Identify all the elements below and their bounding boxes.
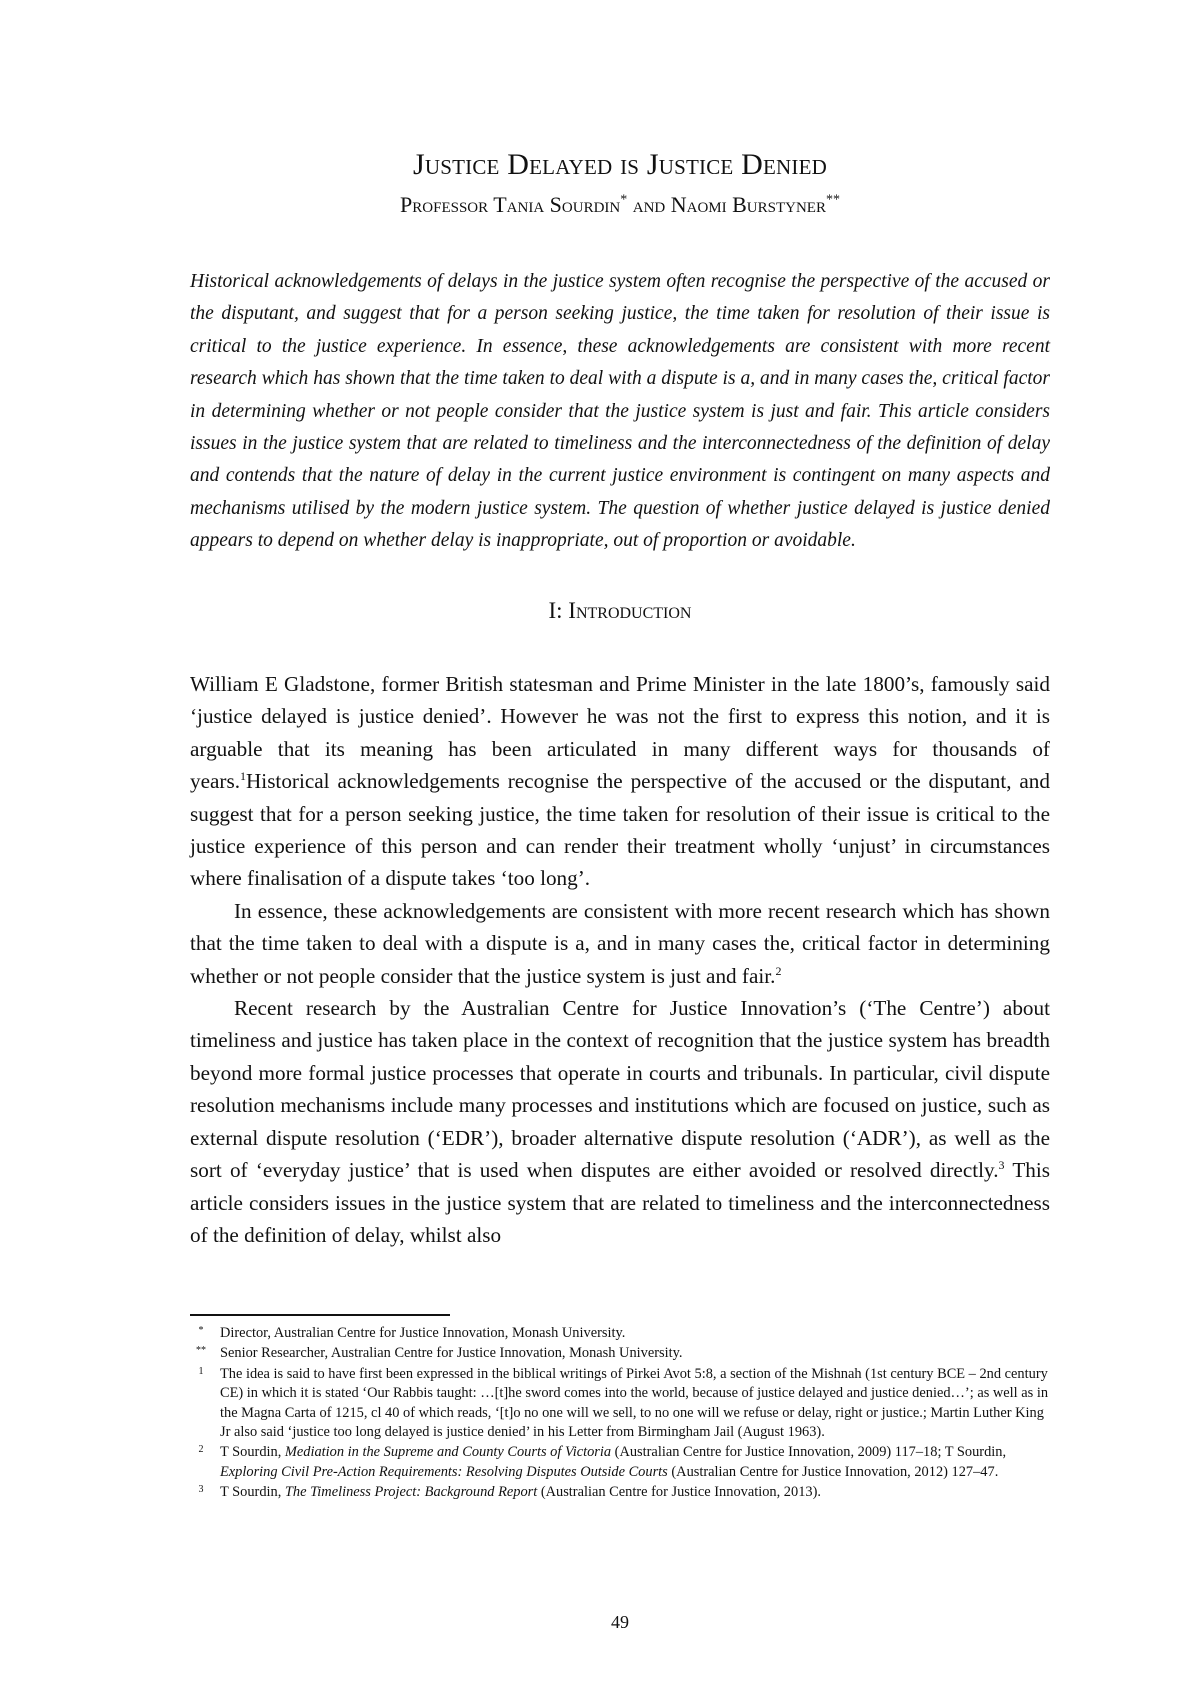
author-connector: and	[632, 192, 666, 217]
abstract-text: Historical acknowledgements of delays in the justice system often recognise the perspective of the accused or the disputant, and suggest that for a person seeking justice, the time taken for resolution of their issue is critical to the justice experience. In essence, these acknowledgements are consistent with more recent research which has shown that the time taken to deal with a dispute is a, and in many cases the, critical factor in determining whether or not people consider that the justice system is just and fair. This article considers issues in the justice system that are related to timeliness and the interconnectedness of the definition of delay and contends that the nature of delay in the current justice environment is contingent on many aspects and mechanisms utilised by the modern justice system. The question of whether justice delayed is justice denied appears to depend on whether delay is inappropriate, out of proportion or avoidable.	[190, 271, 1050, 552]
footnote-text: T Sourdin,	[220, 1484, 285, 1501]
footnote-text: (Australian Centre for Justice Innovation, 2012) 127–47.	[667, 1463, 999, 1480]
paragraph-text: Historical acknowledgements recognise the perspective of the accused or the disputant, and suggest that for a person seeking justice, the time taken for resolution of their issue is critical to the justice experience of this person and can render their treatment wholly ‘unjust’ in circumstances where finalisation of a dispute takes ‘too long’.	[190, 769, 1050, 891]
author-name: Naomi Burstyner	[670, 192, 826, 217]
author-footnote-mark[interactable]: **	[825, 192, 840, 208]
author-line	[190, 192, 1050, 218]
footnote-ref[interactable]: 3	[998, 1158, 1005, 1173]
footnote-mark: 1	[198, 1365, 204, 1377]
paragraph	[190, 992, 1050, 1251]
author-name: Professor Tania Sourdin	[400, 192, 621, 217]
paragraph-text: In essence, these acknowledgements are consistent with more recent research which has shown that the time taken to deal with a dispute is a, and in many cases the, critical factor in determining whether or not people consider that the justice system is just and fair.	[190, 898, 1050, 988]
footnote-mark: 3	[198, 1484, 204, 1496]
citation-title: Exploring Civil Pre-Action Requirements: Resolving Disputes Outside Courts	[220, 1463, 668, 1480]
paragraph-text: Recent research by the Australian Centre for Justice Innovation’s (‘The Centre’) about timeliness and justice has taken place in the context of recognition that the justice system has breadth beyond more formal justice processes that operate in courts and tribunals. In particular, civil dispute resolution mechanisms include many processes and institutions which are focused on justice, such as external dispute resolution (‘EDR’), broader alternative dispute resolution (‘ADR’), as well as the sort of ‘everyday justice’ that is used when disputes are either avoided or resolved directly.	[190, 996, 1050, 1183]
footnote	[190, 1443, 1050, 1482]
footnote-text: T Sourdin,	[220, 1444, 285, 1461]
body-text	[190, 668, 1050, 1251]
page-number: 49	[611, 1612, 629, 1632]
footnote-mark: 2	[198, 1444, 204, 1456]
footnote-text: Senior Researcher, Australian Centre for Justice Innovation, Monash University.	[220, 1345, 683, 1362]
paragraph-text: This article considers issues in the justice system that are related to timeliness and the interconnectedness of the definition of delay, whilst also	[190, 1158, 1050, 1247]
author-footnote-mark[interactable]: *	[620, 192, 628, 208]
footnotes	[190, 1324, 1050, 1504]
footnote-text: Director, Australian Centre for Justice Innovation, Monash University.	[220, 1325, 626, 1341]
footnote-text: (Australian Centre for Justice Innovation, 2009) 117–18; T Sourdin,	[611, 1444, 1007, 1461]
footnote	[190, 1365, 1050, 1443]
paragraph	[190, 895, 1050, 992]
footnote-ref[interactable]: 2	[775, 963, 782, 978]
footnote	[190, 1344, 1050, 1363]
footnote-mark: *	[198, 1325, 204, 1336]
citation-title: Mediation in the Supreme and County Courts of Victoria	[284, 1444, 612, 1461]
paragraph	[190, 668, 1050, 895]
footnote-mark: **	[196, 1345, 206, 1357]
article-title: Justice Delayed is Justice Denied	[413, 148, 827, 181]
footnote-text: (Australian Centre for Justice Innovation, 2013).	[537, 1484, 821, 1501]
footnote	[190, 1324, 1050, 1343]
citation-title: The Timeliness Project: Background Report	[284, 1484, 538, 1501]
section-heading: I: Introduction	[548, 598, 692, 623]
footnote-ref[interactable]: 1	[240, 769, 246, 784]
footnote-separator	[190, 1314, 450, 1316]
footnote-text: The idea is said to have first been expressed in the biblical writings of Pirkei Avot 5:8, a section of the Mishnah (1st century BCE – 2nd century CE) in which it is stated ‘Our Rabbis taught: …[t]he sword comes into the world, because of justice delayed and justice denied…’; as well as in the Magna Carta of 1215, cl 40 of which reads, ‘[t]o no one will we sell, to no one will we refuse or delay, right or justice.; Martin Luther King Jr also said ‘justice too long delayed is justice denied’ in his Letter from Birmingham Jail (August 1963).	[220, 1365, 1049, 1441]
paragraph-text: William E Gladstone, former British statesman and Prime Minister in the late 1800’s, famously said ‘justice delayed is justice denied’. However he was not the first to express this notion, and it is arguable that its meaning has been articulated in many different ways for thousands of years.	[190, 672, 1050, 794]
abstract	[190, 266, 1050, 558]
footnote	[190, 1483, 1050, 1502]
